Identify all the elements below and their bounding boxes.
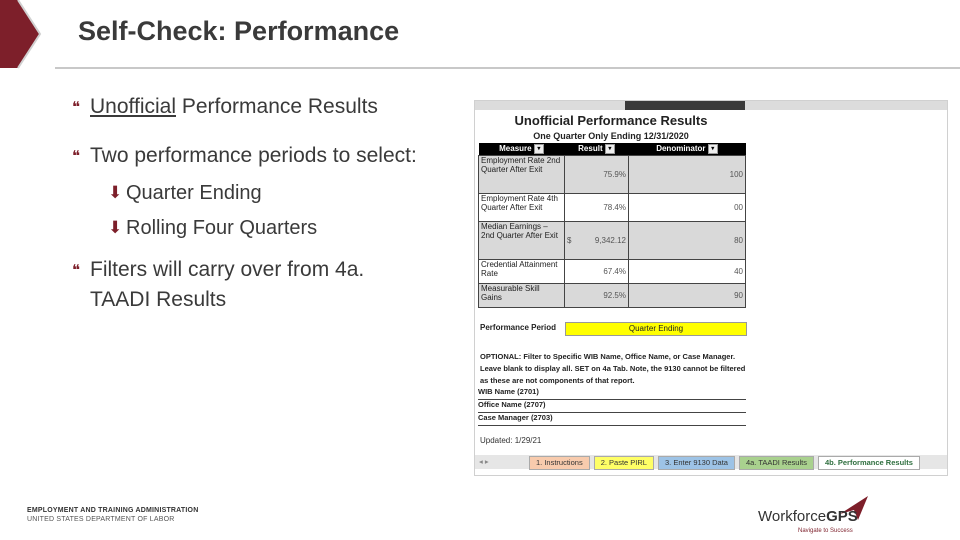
spreadsheet-screenshot [474,100,948,476]
table-row [479,284,746,308]
bullet-item [72,92,472,123]
bullet-text: Performance Results [176,95,378,118]
logo-tagline: Navigate to Success [798,528,853,534]
denominator-cell: 100 [629,156,746,194]
column-header[interactable]: Measure ▾ [479,143,565,156]
filter-row-wib[interactable]: WIB Name (2701) [478,387,746,400]
tab-enter-9130[interactable]: 3. Enter 9130 Data [658,456,735,470]
column-header[interactable]: Result ▾ [565,143,629,156]
denominator-cell: 40 [629,260,746,284]
logo-text-bold: GPS [826,508,858,525]
workforcegps-logo [758,496,878,536]
bullet-marker-icon: ❝ [72,148,81,165]
page-title: Self-Check: Performance [78,16,400,46]
tab-instructions[interactable]: 1. Instructions [529,456,590,470]
bullet-marker-icon: ❝ [72,262,81,279]
performance-period-label: Performance Period [480,323,557,332]
table-row [479,260,746,284]
bullet-list [72,92,472,315]
performance-period-select[interactable]: Quarter Ending [565,322,747,336]
bullet-marker-icon: ❝ [72,99,81,116]
result-cell: 75.9% [565,156,629,194]
tab-performance-results[interactable]: 4b. Performance Results [818,456,920,470]
filter-dropdown-icon[interactable]: ▾ [605,144,615,154]
sub-bullet-text: Rolling Four Quarters [126,217,318,239]
measure-cell: Credential Attainment Rate [479,260,565,284]
corner-accent [0,0,60,90]
denominator-cell: 80 [629,222,746,260]
footer-department-name: UNITED STATES DEPARTMENT OF LABOR [27,516,175,523]
result-cell: 78.4% [565,194,629,222]
filter-dropdown-icon[interactable]: ▾ [534,144,544,154]
tab-taadi-results[interactable]: 4a. TAADI Results [739,456,814,470]
column-header[interactable]: Denominator ▾ [629,143,746,156]
table-row [479,156,746,194]
result-cell: 92.5% [565,284,629,308]
bullet-underlined-text: Unofficial [90,95,176,118]
column-header-bar [475,101,947,110]
filter-row-case-manager[interactable]: Case Manager (2703) [478,413,746,426]
result-cell: $ 9,342.12 [565,222,629,260]
logo-text: Workforce [758,508,827,525]
measure-cell: Measurable Skill Gains [479,284,565,308]
updated-date: Updated: 1/29/21 [480,436,542,445]
footer-agency-name: EMPLOYMENT AND TRAINING ADMINISTRATION [27,507,199,514]
table-row [479,222,746,260]
denominator-cell: 00 [629,194,746,222]
report-subtitle: One Quarter Only Ending 12/31/2020 [533,131,689,141]
tab-scroll-arrows-icon[interactable]: ◂ ▸ [479,457,489,466]
bullet-item [72,255,472,315]
title-divider [55,67,960,69]
table-header-row [479,143,746,156]
denominator-cell: 90 [629,284,746,308]
currency-symbol: $ [567,236,572,245]
down-arrow-icon: ⬇ [108,183,123,202]
selected-column [625,101,745,110]
optional-filter-note: OPTIONAL: Filter to Specific WIB Name, Office Name, or Case Manager. Leave blank to display all. SET on 4a Tab. Note, the 9130 cannot be filtered as these are not components of that report. [480,352,746,385]
report-title: Unofficial Performance Results [514,113,708,128]
table-row [479,194,746,222]
sub-bullet-item [108,178,472,208]
measure-cell: Median Earnings – 2nd Quarter After Exit [479,222,565,260]
sub-bullet-item [108,213,472,243]
sub-bullet-text: Quarter Ending [126,182,262,204]
down-arrow-icon: ⬇ [108,218,123,237]
result-cell: 67.4% [565,260,629,284]
results-table [478,143,746,308]
bullet-text: Two performance periods to select: [90,144,417,167]
bullet-text-continued: TAADI Results [90,288,227,311]
bullet-item [72,141,472,172]
sheet-tab-bar [475,455,947,469]
bullet-text: Filters will carry over from 4a. [90,258,365,281]
measure-cell: Employment Rate 4th Quarter After Exit [479,194,565,222]
measure-cell: Employment Rate 2nd Quarter After Exit [479,156,565,194]
filter-dropdown-icon[interactable]: ▾ [708,144,718,154]
filter-row-office[interactable]: Office Name (2707) [478,400,746,413]
tab-paste-pirl[interactable]: 2. Paste PIRL [594,456,654,470]
